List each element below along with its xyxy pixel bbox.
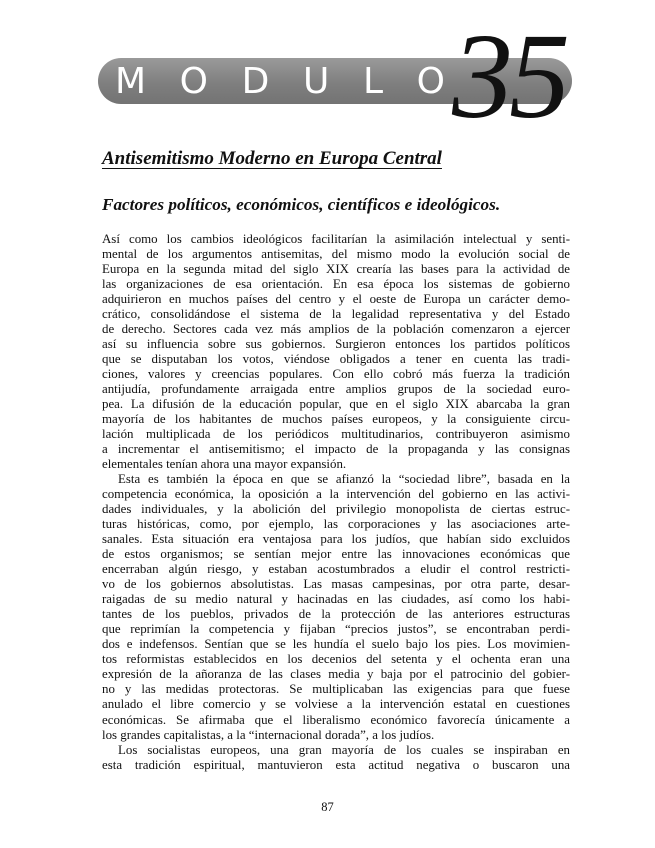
text-line: económicas. Se afirmaba que el liberalismo económico favorecía únicamente a — [102, 712, 570, 727]
text-line: Europa en la segunda mitad del siglo XIX crearía las bases para la actividad de — [102, 262, 570, 277]
text-line: mayoría de los habitantes de muchos países europeos, y la consiguiente circu- — [102, 412, 570, 427]
module-letter: O — [179, 60, 209, 102]
text-line: de derecho. Sectores cada vez más amplios de la población comenzaron a ejercer — [102, 322, 570, 337]
text-line: crático, consolidándose el sistema de la legalidad representativa y del Estado — [102, 307, 570, 322]
module-label — [115, 59, 445, 103]
text-line: así su influencia sobre sus gobiernos. Surgieron entonces los partidos políticos — [102, 337, 570, 352]
text-line: Esta es también la época en que se afianzó la “sociedad libre”, basada en la — [118, 472, 570, 487]
text-line: encerraban algún riesgo, y estaban acostumbrados a eludir el control restricti- — [102, 562, 570, 577]
text-line: expresión de la añoranza de las clases media y baja por el patrocinio del gobier- — [102, 667, 570, 682]
text-line: tos reformistas establecidos en los decenios del setenta y el ochenta eran una — [102, 652, 570, 667]
text-line: antijudía, profundamente arraigada entre amplios grupos de la sociedad euro- — [102, 382, 570, 397]
text-line: a incrementar el antisemitismo; el impacto de la propaganda y las consignas — [102, 442, 570, 457]
text-line: anulado el libre comercio y se volviese a la intervención estatal en cuestiones — [102, 697, 570, 712]
text-line: competencia económica, la oposición a la intervención del gobierno en las activi- — [102, 487, 570, 502]
text-line: lación multiplicada de los periódicos multitudinarios, contribuyeron asimismo — [102, 427, 570, 442]
text-line: Los socialistas europeos, una gran mayoría de los cuales se inspiraban en — [118, 742, 570, 757]
module-number: 35 — [452, 9, 566, 144]
section-subtitle: Factores políticos, económicos, científicos e ideológicos. — [102, 195, 501, 214]
module-letter: O — [416, 60, 445, 102]
text-line: dos e indefensos. Sentían que se les hundía el suelo bajo los pies. Los movimien- — [102, 637, 570, 652]
text-line: las organizaciones de esa orientación. En esa época los sistemas de gobierno — [102, 277, 570, 292]
text-line: esta tradición espiritual, mantuvieron esta actitud negativa o buscaron una — [102, 757, 570, 772]
page-number: 87 — [321, 800, 334, 814]
text-line: no y las medidas protectoras. Se multiplicaban las exigencias para que fuese — [102, 682, 570, 697]
module-letter: D — [241, 60, 270, 102]
text-line: elementales tenían ahora una mayor expansión. — [102, 457, 347, 472]
module-letter: M — [115, 60, 147, 102]
text-line: dades individuales, y la abolición del privilegio monopolista de ciertas estruc- — [102, 502, 570, 517]
text-line: que se disputaban los votos, viéndose obligados a tener en cuenta las tradi- — [102, 352, 570, 367]
module-letter: U — [302, 60, 330, 102]
text-line: tantes de los pueblos, privados de la protección de las anteriores estructuras — [102, 607, 570, 622]
text-line: pea. La difusión de la educación popular, que en el siglo XIX abarcaba la gran — [102, 397, 570, 412]
text-line: ciones, valores y creencias populares. Con ello cobró más fuerza la tradición — [102, 367, 570, 382]
text-line: los grandes capitalistas, a la “internacional dorada”, a los judíos. — [102, 727, 435, 742]
module-letter: L — [362, 60, 383, 102]
text-line: mental de los argumentos antisemitas, del mismo modo la evolución social de — [102, 247, 570, 262]
text-line: vo de los gobiernos absolutistas. Las masas campesinas, por otra parte, desar- — [102, 577, 570, 592]
text-line: sanales. Esta situación era ventajosa para los judíos, que habían sido excluidos — [102, 532, 570, 547]
text-line: turas históricas, como, por ejemplo, las corporaciones y las asociaciones arte- — [102, 517, 570, 532]
text-line: Así como los cambios ideológicos facilitarían la asimilación intelectual y senti- — [102, 232, 570, 246]
chapter-title: Antisemitismo Moderno en Europa Central — [102, 148, 442, 169]
body-text — [102, 232, 570, 773]
text-line: raigadas de su medio natural y hacinadas en las ciudades, así como los habi- — [102, 592, 570, 607]
text-line: adquirieron en muchos países del centro y el oeste de Europa un carácter demo- — [102, 292, 570, 307]
text-line: que reprimían la competencia y fijaban “precios justos”, se encontraban perdi- — [102, 622, 570, 637]
text-line: de estos organismos; se sentían mejor entre las innovaciones económicas que — [102, 547, 570, 562]
